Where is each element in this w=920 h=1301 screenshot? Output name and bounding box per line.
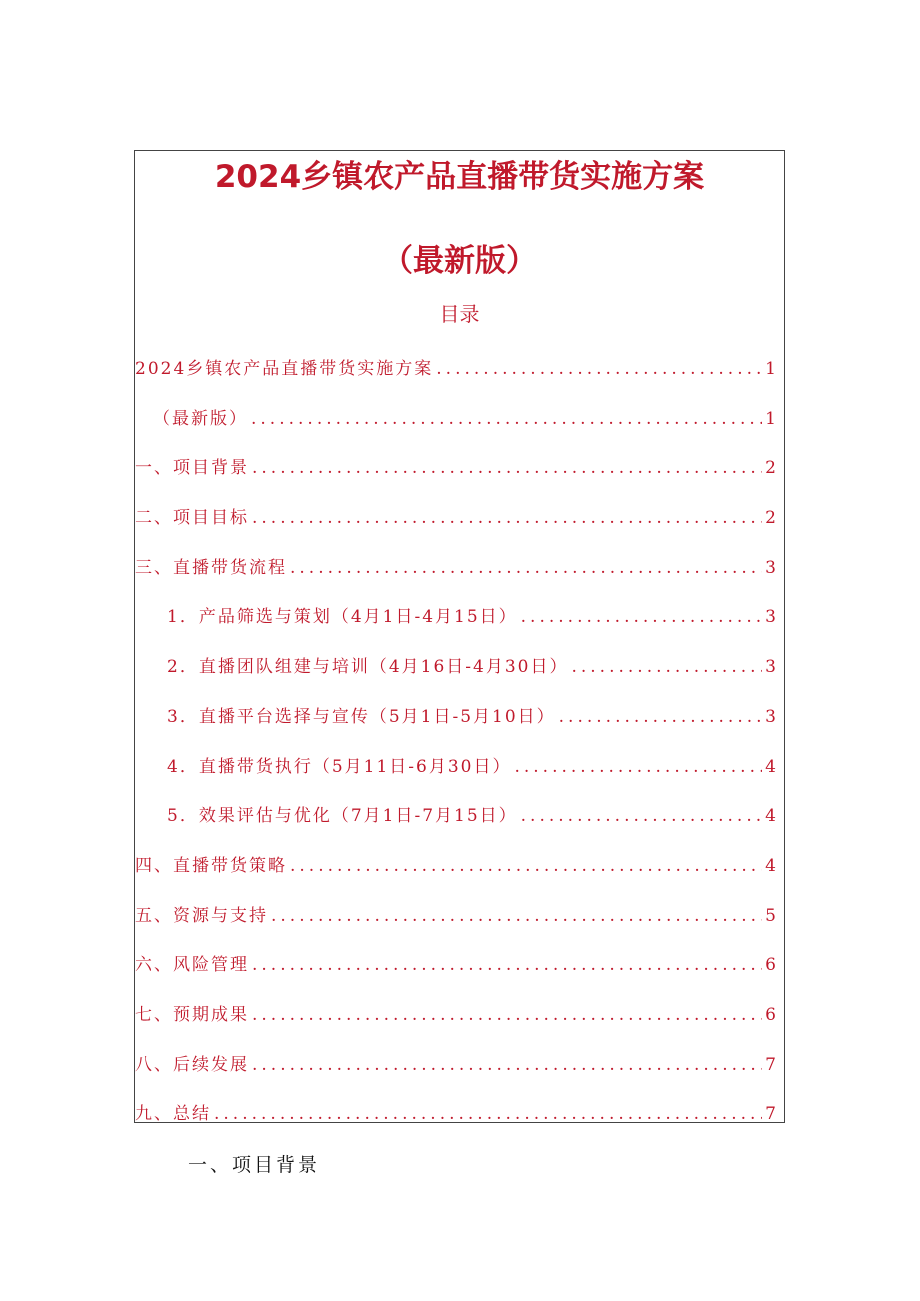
toc-dot-leader xyxy=(252,508,762,528)
toc-dot-leader xyxy=(252,955,762,975)
toc-entry-page: 4 xyxy=(765,756,776,777)
toc-entry[interactable] xyxy=(135,702,776,752)
toc-entry-page: 3 xyxy=(765,607,776,628)
toc-dot-leader xyxy=(521,607,763,627)
toc-entry-page: 6 xyxy=(765,1004,776,1025)
toc-entry-page: 2 xyxy=(765,508,776,529)
toc-entry-label: 2024乡镇农产品直播带货实施方案 xyxy=(135,359,434,379)
toc-entry[interactable] xyxy=(135,1099,776,1149)
toc-entry[interactable] xyxy=(135,453,776,503)
toc-entry-label: 4．直播带货执行（5月11日-6月30日） xyxy=(167,756,512,777)
toc-entry-label: 1．产品筛选与策划（4月1日-4月15日） xyxy=(167,607,518,628)
toc-frame xyxy=(134,150,785,1123)
toc-entry[interactable] xyxy=(135,901,776,951)
toc-entry[interactable] xyxy=(135,851,776,901)
toc-entry[interactable] xyxy=(135,1000,776,1050)
toc-entry-page: 1 xyxy=(765,408,776,429)
toc-dot-leader xyxy=(271,906,762,926)
toc-entry-page: 4 xyxy=(765,855,776,876)
toc-entry-page: 4 xyxy=(765,806,776,827)
toc-entry[interactable] xyxy=(135,752,776,802)
toc-dot-leader xyxy=(251,409,762,429)
toc-dot-leader xyxy=(521,806,763,826)
toc-entry-label: 九、总结 xyxy=(135,1104,211,1125)
toc-entry-label: 五、资源与支持 xyxy=(135,905,268,926)
toc-entry-page: 7 xyxy=(765,1104,776,1125)
toc-entry-label: 3．直播平台选择与宣传（5月1日-5月10日） xyxy=(167,706,556,727)
toc-entry-label: 六、风险管理 xyxy=(135,955,249,976)
toc-dot-leader xyxy=(514,757,762,777)
toc-dot-leader xyxy=(436,359,762,379)
toc-entry-page: 6 xyxy=(765,955,776,976)
toc-entry-label: 二、项目目标 xyxy=(135,508,249,529)
toc-entry[interactable] xyxy=(135,602,776,652)
toc-entry[interactable] xyxy=(135,404,776,454)
toc-dot-leader xyxy=(252,1005,762,1025)
toc-dot-leader xyxy=(290,558,762,578)
toc-entry[interactable] xyxy=(135,652,776,702)
toc-entry-page: 1 xyxy=(765,359,776,379)
toc-dot-leader xyxy=(559,707,763,727)
document-title: 2024乡镇农产品直播带货实施方案 xyxy=(214,159,705,195)
toc-entry-page: 5 xyxy=(765,905,776,926)
toc-entry-label: 四、直播带货策略 xyxy=(135,855,287,876)
toc-dot-leader xyxy=(252,458,762,478)
toc-dot-leader xyxy=(214,1104,762,1124)
toc-entry-page: 3 xyxy=(765,557,776,578)
toc-dot-leader xyxy=(290,856,762,876)
toc-dot-leader xyxy=(252,1055,762,1075)
toc-dot-leader xyxy=(571,657,762,677)
toc-entry[interactable] xyxy=(135,354,776,404)
toc-entry-page: 3 xyxy=(765,706,776,727)
section-heading: 一、项目背景 xyxy=(188,1154,321,1176)
document-subtitle: （最新版） xyxy=(382,243,537,279)
toc-entry-label: 八、后续发展 xyxy=(135,1054,249,1075)
toc-entry[interactable] xyxy=(135,553,776,603)
toc-entry[interactable] xyxy=(135,801,776,851)
table-of-contents xyxy=(135,354,776,1149)
toc-entry-label: 2．直播团队组建与培训（4月16日-4月30日） xyxy=(167,657,569,678)
toc-entry-label: 七、预期成果 xyxy=(135,1004,249,1025)
toc-entry-label: 三、直播带货流程 xyxy=(135,557,287,578)
toc-entry-label: 5．效果评估与优化（7月1日-7月15日） xyxy=(167,806,518,827)
toc-entry-page: 3 xyxy=(765,657,776,678)
toc-entry-page: 2 xyxy=(765,458,776,479)
toc-entry[interactable] xyxy=(135,503,776,553)
toc-entry-label: 一、项目背景 xyxy=(135,458,249,479)
toc-entry-page: 7 xyxy=(765,1054,776,1075)
toc-heading: 目录 xyxy=(439,302,480,326)
toc-entry[interactable] xyxy=(135,1050,776,1100)
toc-entry-label: （最新版） xyxy=(153,408,248,429)
toc-entry[interactable] xyxy=(135,950,776,1000)
